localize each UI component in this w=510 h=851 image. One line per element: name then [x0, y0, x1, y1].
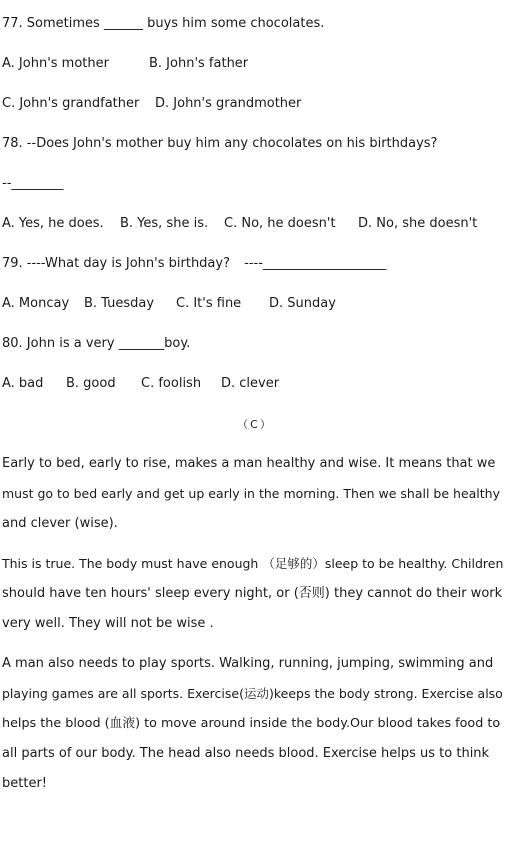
- passage-line: better!: [2, 776, 47, 791]
- passage-line: and clever (wise).: [2, 516, 118, 531]
- section-title: （C）: [237, 418, 273, 431]
- passage-line: all parts of our body. The head also needs blood. Exercise helps us to think: [2, 746, 490, 761]
- question-79-stem: 79. ----What day is John's birthday?: [2, 256, 230, 271]
- question-78-options: [2, 216, 477, 232]
- option-d: D. No, she doesn't: [358, 216, 478, 231]
- option-c: C. John's grandfather: [2, 96, 140, 111]
- passage-line: must go to bed early and get up early in the morning. Then we shall be healthy: [2, 486, 500, 501]
- option-a: A. Yes, he does.: [2, 216, 104, 231]
- option-c: C. No, he doesn't: [224, 216, 336, 231]
- option-d: D. clever: [221, 376, 280, 391]
- question-79-options: [2, 296, 336, 312]
- passage-line: helps the blood (血液) to move around inside the body.Our blood takes food to: [2, 716, 501, 731]
- question-78-stem: 78. --Does John's mother buy him any chocolates on his birthdays?: [2, 136, 438, 151]
- option-b: B. good: [66, 376, 116, 391]
- passage-line: A man also needs to play sports. Walking, running, jumping, swimming and: [2, 656, 494, 671]
- option-a: A. John's mother: [2, 56, 109, 71]
- option-b: B. Tuesday: [84, 296, 155, 311]
- question-79-answer-blank: ----___________________: [244, 256, 387, 271]
- passage-line: playing games are all sports. Exercise(运动)keeps the body strong. Exercise also: [2, 686, 503, 701]
- option-a: A. Moncay: [2, 296, 70, 311]
- passage-line: This is true. The body must have enough （足够的）sleep to be healthy. Children: [2, 556, 504, 571]
- option-b: B. John's father: [149, 56, 249, 71]
- option-a: A. bad: [2, 376, 44, 391]
- question-77-stem: 77. Sometimes ______ buys him some chocolates.: [2, 16, 325, 31]
- option-c: C. It's fine: [176, 296, 242, 311]
- question-80-stem: 80. John is a very _______boy.: [2, 336, 191, 351]
- passage-line: very well. They will not be wise .: [2, 616, 214, 631]
- question-77-options-row1: [2, 56, 248, 72]
- passage-line: should have ten hours' sleep every night, or (否则) they cannot do their work: [2, 586, 503, 601]
- question-77-options-row2: [2, 96, 301, 112]
- option-d: D. John's grandmother: [155, 96, 302, 111]
- option-c: C. foolish: [141, 376, 202, 391]
- option-b: B. Yes, she is.: [120, 216, 209, 231]
- question-79-line: [2, 256, 386, 272]
- question-80-options: [2, 376, 279, 392]
- passage-line: Early to bed, early to rise, makes a man healthy and wise. It means that we: [2, 456, 496, 471]
- question-78-answer-line: --________: [2, 176, 64, 191]
- option-d: D. Sunday: [269, 296, 336, 311]
